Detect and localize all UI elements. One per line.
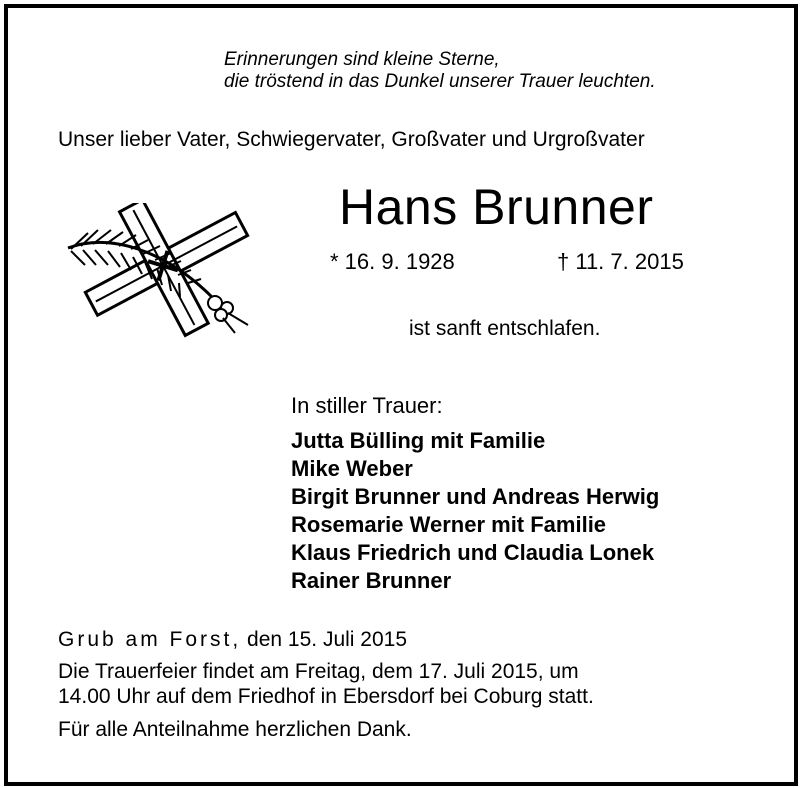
passing-text: ist sanft entschlafen.: [409, 317, 601, 340]
funeral-line-1: Die Trauerfeier findet am Freitag, dem 17. Juli 2015, um: [58, 660, 579, 683]
intro-text: Unser lieber Vater, Schwiegervater, Großvater und Urgroßvater: [58, 128, 645, 151]
cross-with-palm-branch-icon: [63, 203, 263, 338]
funeral-info: [58, 659, 758, 709]
birth-date: * 16. 9. 1928: [330, 249, 455, 274]
mourner-item: Mike Weber: [291, 456, 413, 481]
place: Grub am Forst,: [58, 628, 242, 651]
quote: [224, 49, 656, 93]
place-date: [58, 628, 407, 652]
funeral-line-2: 14.00 Uhr auf dem Friedhof in Ebersdorf bei Coburg statt.: [58, 685, 594, 708]
obituary-notice: [4, 4, 798, 786]
mourning-label: In stiller Trauer:: [291, 393, 443, 418]
quote-line-1: Erinnerungen sind kleine Sterne,: [224, 49, 500, 70]
thanks-text: Für alle Anteilnahme herzlichen Dank.: [58, 718, 412, 741]
quote-line-2: die tröstend in das Dunkel unserer Trauer leuchten.: [224, 71, 656, 92]
death-date: † 11. 7. 2015: [557, 249, 684, 274]
mourner-item: Birgit Brunner und Andreas Herwig: [291, 484, 660, 509]
mourner-item: Rainer Brunner: [291, 568, 452, 593]
mourner-item: Rosemarie Werner mit Familie: [291, 512, 607, 537]
mourner-item: Jutta Bülling mit Familie: [291, 428, 546, 453]
deceased-name: Hans Brunner: [339, 179, 654, 235]
mourners-list: [291, 427, 659, 595]
mourner-item: Klaus Friedrich und Claudia Lonek: [291, 540, 655, 565]
date: den 15. Juli 2015: [247, 628, 408, 651]
